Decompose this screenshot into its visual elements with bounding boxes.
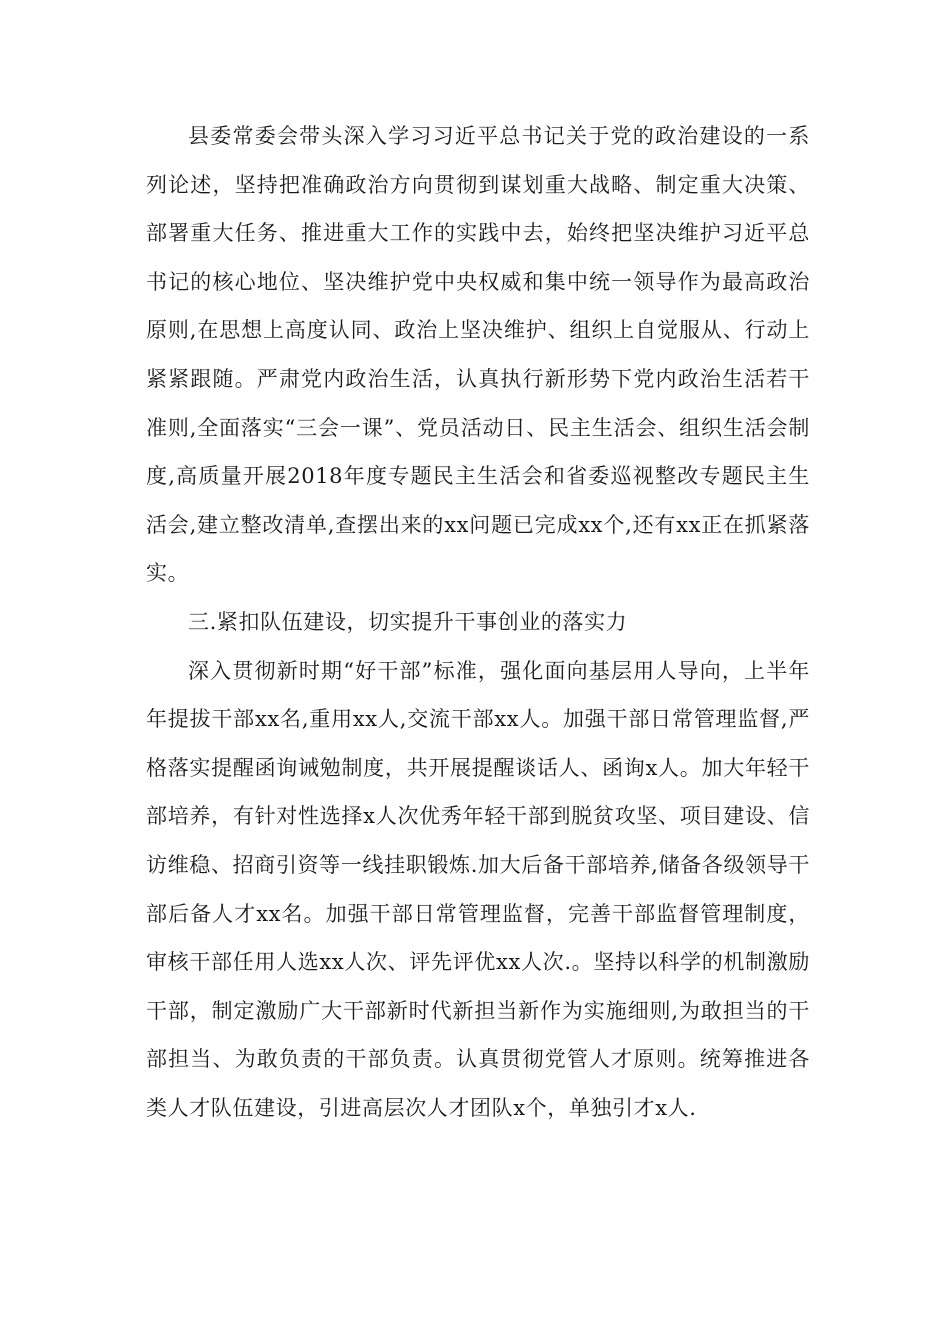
section-heading: 三.紧扣队伍建设，切实提升干事创业的落实力 xyxy=(188,609,628,634)
body-paragraph: 深入贯彻新时期“好干部”标准，强化面向基层用人导向，上半年年提拔干部xx名,重用xx人,交流干部xx人。加强干部日常管理监督,严格落实提醒函询诫勉制度，共开展提醒谈话人、函询x人。加大年轻干部培养，有针对性选择x人次优秀年轻干部到脱贫攻坚、项目建设、信访维稳、招商引资等一线挂职锻炼.加大后备干部培养,储备各级领导干部后备人才xx名。加强干部日常管理监督，完善干部监督管理制度，审核干部任用人选xx人次、评先评优xx人次.。坚持以科学的机制激励干部，制定激励广大干部新时代新担当新作为实施细则,为敢担当的干部担当、为敢负责的干部负责。认真贯彻党管人才原则。统筹推进各类人才队伍建设，引进高层次人才团队x个，单独引才x人. xyxy=(146,658,810,1120)
document-body xyxy=(146,112,810,1132)
body-paragraph: 县委常委会带头深入学习习近平总书记关于党的政治建设的一系列论述，坚持把准确政治方向贯彻到谋划重大战略、制定重大决策、部署重大任务、推进重大工作的实践中去，始终把坚决维护习近平总书记的核心地位、坚决维护党中央权威和集中统一领导作为最高政治原则,在思想上高度认同、政治上坚决维护、组织上自觉服从、行动上紧紧跟随。严肃党内政治生活，认真执行新形势下党内政治生活若干准则,全面落实“三会一课”、党员活动日、民主生活会、组织生活会制度,高质量开展2018年度专题民主生活会和省委巡视整改专题民主生活会,建立整改清单,查摆出来的xx问题已完成xx个,还有xx正在抓紧落实。 xyxy=(146,124,810,586)
